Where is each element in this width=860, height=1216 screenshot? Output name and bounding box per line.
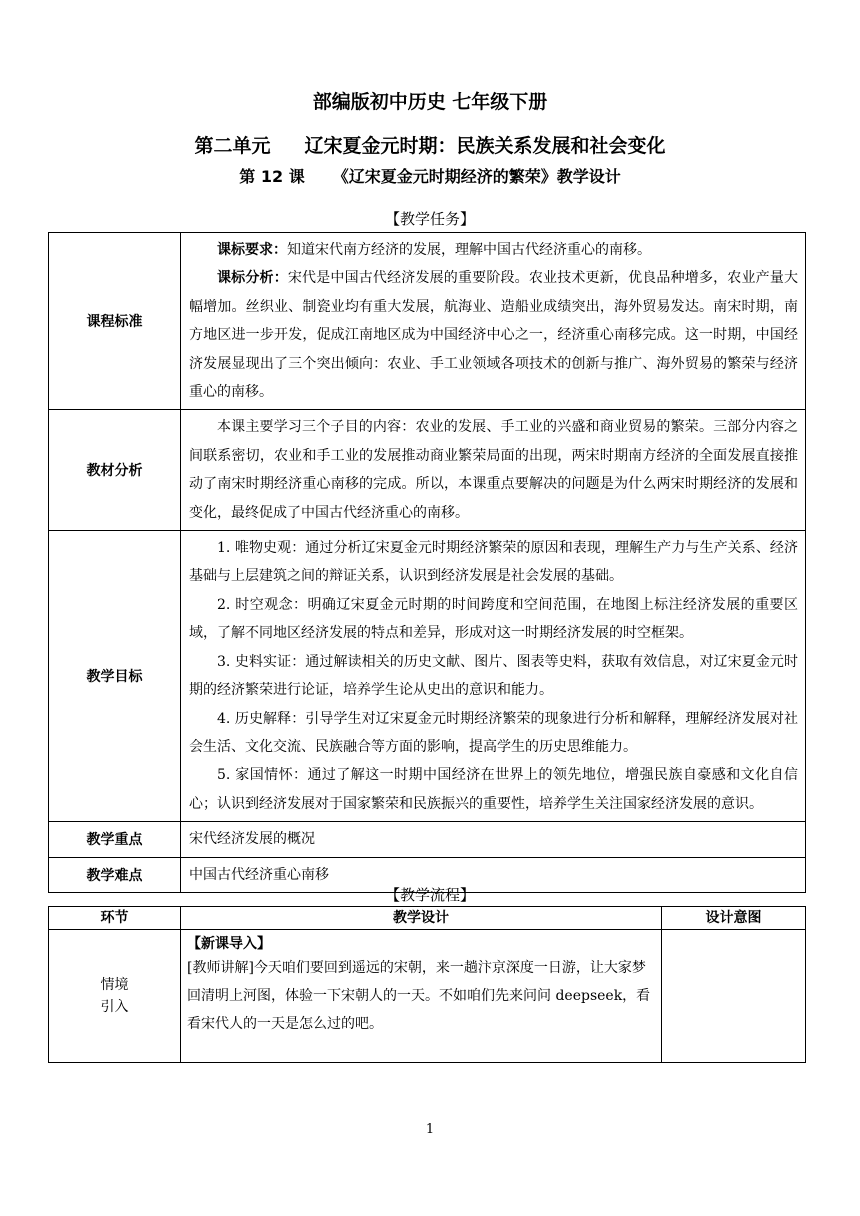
material-content: [181, 410, 806, 531]
analysis-label: 课标分析：: [217, 270, 288, 287]
row-head-material: 教材分析: [49, 410, 181, 531]
task-table: [48, 232, 806, 893]
lesson-title: 《辽宋夏金元时期经济的繁荣》教学设计: [332, 167, 621, 186]
difficulty-content: 中国古代经济重心南移: [181, 857, 806, 892]
unit-number: 第二单元: [194, 135, 271, 157]
standard-content: [181, 233, 806, 410]
page-number: 1: [425, 1122, 435, 1137]
table-header-row: [49, 907, 806, 930]
flow-table: [48, 906, 806, 1063]
goal-item: 5. 家国情怀：通过了解这一时期中国经济在世界上的领先地位，增强民族自豪感和文化自信心；认识到经济发展对于国家繁荣和民族振兴的重要性，培养学生关注国家经济发展的意识。: [189, 767, 798, 812]
lesson-heading: [0, 164, 860, 187]
document-title: 部编版初中历史 七年级下册: [312, 91, 548, 113]
analysis-text: 宋代是中国古代经济发展的重要阶段。农业技术更新，优良品种增多，农业产量大幅增加。丝织业、制瓷业均有重大发展，航海业、造船业成绩突出，海外贸易发达。南宋时期，南方地区进一步开发，促成江南地区成为中国经济中心之一，经济重心南移完成。这一时期，中国经济发展显现出了三个突出倾向：农业、手工业领域各项技术的创新与推广、海外贸易的繁荣与经济重心的南移。: [189, 270, 798, 401]
table-row: [49, 531, 806, 822]
design-cell: [181, 930, 662, 1063]
row-head-difficulty: 教学难点: [49, 857, 181, 892]
table-row: [49, 233, 806, 410]
stage-cell: [49, 930, 181, 1063]
material-text: 本课主要学习三个子目的内容：农业的发展、手工业的兴盛和商业贸易的繁荣。三部分内容之间联系密切，农业和手工业的发展推动商业繁荣局面的出现，两宋时期南方经济的全面发展直接推动了南宋时期经济重心南移的完成。所以，本课重点要解决的问题是为什么两宋时期经济的发展和变化，最终促成了中国古代经济重心的南移。: [189, 419, 798, 521]
task-section-label: 【教学任务】: [384, 210, 475, 228]
stage-line: 引入: [100, 999, 129, 1015]
goal-item: 4. 历史解释：引导学生对辽宋夏金元时期经济繁荣的现象进行分析和解释，理解经济发展对社会生活、文化交流、民族融合等方面的影响，提高学生的历史思维能力。: [189, 710, 798, 755]
req-text: 知道宋代南方经济的发展，理解中国古代经济重心的南移。: [287, 242, 651, 258]
unit-title: 辽宋夏金元时期：民族关系发展和社会变化: [304, 135, 666, 157]
lesson-number: 第 12 课: [239, 167, 305, 186]
teacher-talk-text: [教师讲解]今天咱们要回到遥远的宋朝，来一趟汴京深度一日游，让大家梦回清明上河图，体验一下宋朝人的一天。不如咱们先来问问 deepseek，看看宋代人的一天是怎么过的吧。: [187, 960, 651, 1032]
goal-item: 1. 唯物史观：通过分析辽宋夏金元时期经济繁荣的原因和表现，理解生产力与生产关系、经济基础与上层建筑之间的辩证关系，认识到经济发展是社会发展的基础。: [189, 540, 798, 585]
column-header: 教学设计: [181, 907, 662, 930]
column-header: 设计意图: [662, 907, 806, 930]
new-lesson-intro-title: 【新课导入】: [187, 936, 271, 952]
req-label: 课标要求：: [217, 242, 287, 258]
goal-item: 2. 时空观念：明确辽宋夏金元时期的时间跨度和空间范围，在地图上标注经济发展的重要区域，了解不同地区经济发展的特点和差异，形成对这一时期经济发展的时空框架。: [189, 596, 798, 642]
table-row: [49, 410, 806, 531]
stage-line: 情境: [100, 977, 129, 993]
unit-heading: [0, 131, 860, 158]
row-head-goals: 教学目标: [49, 531, 181, 822]
column-header: 环节: [49, 907, 181, 930]
flow-section-label: 【教学流程】: [384, 886, 475, 904]
row-head-standard: 课程标准: [49, 233, 181, 410]
goals-content: [181, 531, 806, 822]
table-row: [49, 930, 806, 1063]
goal-item: 3. 史料实证：通过解读相关的历史文献、图片、图表等史料，获取有效信息，对辽宋夏金元时期的经济繁荣进行论证，培养学生论从史出的意识和能力。: [189, 653, 798, 699]
intent-cell: [662, 930, 806, 1063]
focus-content: 宋代经济发展的概况: [181, 822, 806, 857]
table-row: [49, 822, 806, 857]
row-head-focus: 教学重点: [49, 822, 181, 857]
